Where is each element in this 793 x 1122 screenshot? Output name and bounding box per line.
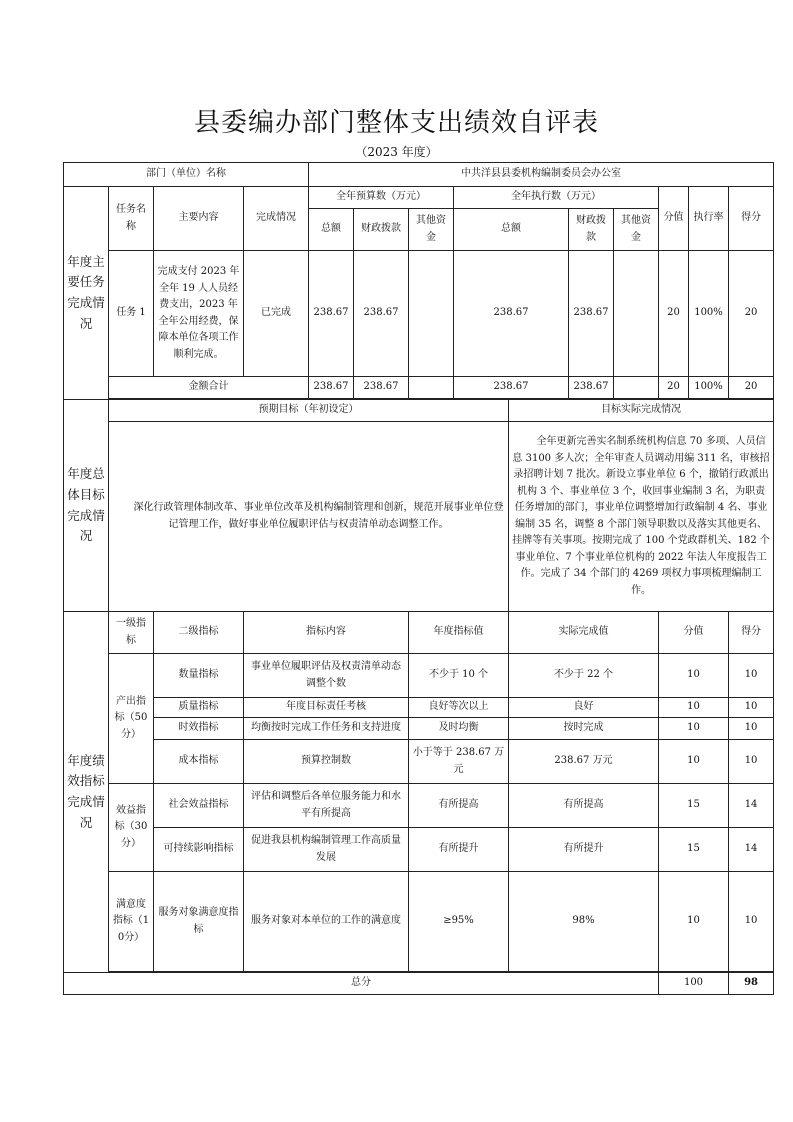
- task-content: 完成支付 2023 年全年 19 人人员经费支出，2023 年全年公用经费，保障本单位各项工作顺利完成。: [154, 251, 244, 377]
- kpi-actual: 良好: [509, 698, 659, 718]
- kpi-score: 10: [729, 698, 774, 718]
- kpi-target: 有所提高: [409, 784, 509, 828]
- kpi-target: 小于等于 238.67 万元: [409, 740, 509, 784]
- kpi-score-value: 10: [659, 718, 729, 740]
- header-exec-fiscal: 财政拨款: [569, 209, 614, 251]
- total-score-value: 100: [659, 973, 729, 995]
- header-status: 完成情况: [244, 187, 309, 251]
- dept-name: 中共洋县县委机构编制委员会办公室: [309, 163, 774, 187]
- kpi-score: 10: [729, 654, 774, 698]
- header-kpi-score-value: 分值: [659, 612, 729, 654]
- sum-label: 金额合计: [109, 377, 309, 399]
- header-exec-rate: 执行率: [689, 187, 729, 251]
- header-budget-total: 总额: [309, 209, 354, 251]
- kpi-actual: 按时完成: [509, 718, 659, 740]
- kpi-target: ≥95%: [409, 872, 509, 972]
- task-exec-total: 238.67: [454, 251, 569, 377]
- header-target: 年度指标值: [409, 612, 509, 654]
- sum-budget-total: 238.67: [309, 377, 354, 399]
- header-exec-other: 其他资金: [614, 209, 659, 251]
- kpi-target: 及时均衡: [409, 718, 509, 740]
- kpi-content: 年度目标责任考核: [244, 698, 409, 718]
- kpi-content: 服务对象对本单位的工作的满意度: [244, 872, 409, 972]
- total-score: 98: [729, 973, 774, 995]
- kpi-actual: 有所提高: [509, 784, 659, 828]
- actual-goal-header: 目标实际完成情况: [509, 400, 774, 422]
- task-exec-fiscal: 238.67: [569, 251, 614, 377]
- sum-exec-fiscal: 238.67: [569, 377, 614, 399]
- document-title: 县委编办部门整体支出绩效自评表: [193, 108, 599, 138]
- expected-goal-header: 预期目标（年初设定）: [109, 400, 509, 422]
- kpi-target: 不少于 10 个: [409, 654, 509, 698]
- expected-goal-text: 深化行政管理体制改革、事业单位改革及机构编制管理和创新，规范开展事业单位登记管理工作，做好事业单位履职评估与权责清单动态调整工作。: [109, 422, 509, 612]
- header-level2: 二级指标: [154, 612, 244, 654]
- group-benefit: 效益指标（30分）: [109, 784, 154, 872]
- dept-label: 部门（单位）名称: [64, 163, 309, 187]
- total-label: 总分: [64, 973, 659, 995]
- kpi-score: 14: [729, 828, 774, 872]
- sum-score-value: 20: [659, 377, 689, 399]
- kpi-actual: 238.67 万元: [509, 740, 659, 784]
- kpi-level2: 时效指标: [154, 718, 244, 740]
- sum-exec-total: 238.67: [454, 377, 569, 399]
- header-level1: 一级指标: [109, 612, 154, 654]
- sum-exec-rate: 100%: [689, 377, 729, 399]
- kpi-actual: 不少于 22 个: [509, 654, 659, 698]
- header-main-content: 主要内容: [154, 187, 244, 251]
- task-score: 20: [729, 251, 774, 377]
- header-kpi-score: 得分: [729, 612, 774, 654]
- kpi-actual: 98%: [509, 872, 659, 972]
- kpi-content: 事业单位履职评估及权责清单动态调整个数: [244, 654, 409, 698]
- sum-exec-other: [614, 377, 659, 399]
- kpi-content: 促进我县机构编制管理工作高质量发展: [244, 828, 409, 872]
- kpi-target: 有所提升: [409, 828, 509, 872]
- task-status: 已完成: [244, 251, 309, 377]
- task-name: 任务 1: [109, 251, 154, 377]
- document-subtitle: （2023 年度）: [355, 145, 438, 159]
- task-budget-fiscal: 238.67: [354, 251, 409, 377]
- section3-label: 年度绩效指标完成情况: [64, 612, 109, 973]
- task-budget-total: 238.67: [309, 251, 354, 377]
- sum-score: 20: [729, 377, 774, 399]
- kpi-score-value: 10: [659, 698, 729, 718]
- kpi-score-value: 10: [659, 872, 729, 972]
- kpi-level2: 服务对象满意度指标: [154, 872, 244, 972]
- evaluation-table: [63, 162, 774, 995]
- header-score: 得分: [729, 187, 774, 251]
- kpi-actual: 有所提升: [509, 828, 659, 872]
- header-actual: 实际完成值: [509, 612, 659, 654]
- sum-budget-other: [409, 377, 454, 399]
- kpi-score: 10: [729, 740, 774, 784]
- group-output: 产出指标（50分）: [109, 654, 154, 784]
- sum-budget-fiscal: 238.67: [354, 377, 409, 399]
- kpi-score: 10: [729, 718, 774, 740]
- kpi-score-value: 15: [659, 828, 729, 872]
- header-task-name: 任务名称: [109, 187, 154, 251]
- header-budget-group: 全年预算数（万元）: [309, 187, 454, 209]
- header-score-value: 分值: [659, 187, 689, 251]
- kpi-score-value: 10: [659, 654, 729, 698]
- kpi-score-value: 15: [659, 784, 729, 828]
- group-satisfaction: 满意度指标（10分）: [109, 872, 154, 972]
- kpi-level2: 社会效益指标: [154, 784, 244, 828]
- kpi-content: 均衡按时完成工作任务和支持进度: [244, 718, 409, 740]
- kpi-level2: 质量指标: [154, 698, 244, 718]
- kpi-content: 预算控制数: [244, 740, 409, 784]
- kpi-target: 良好等次以上: [409, 698, 509, 718]
- header-budget-fiscal: 财政拨款: [354, 209, 409, 251]
- kpi-level2: 数量指标: [154, 654, 244, 698]
- actual-goal-text: 全年更新完善实名制系统机构信息 70 多项、人员信息 3100 多人次；全年审查人员调动用编 311 名，审核招录招聘计划 7 批次。新设立事业单位 6 个，撤销行政派出机构 3 个、事业单位 3 个，收回事业编制 3 名，为职责任务增加的部门，事业单位调整增加行政编制 4 名、事业编制 35 名，调整 8 个部门领导职数以及落实其他更名、挂牌等有关事项。按期完成了 100 个党政群机关、182 个事业单位、7 个事业单位机构的 2022 年法人年度报告工作。完成了 34 个部门的 4269 项权力事项梳理编制工作。: [509, 422, 774, 612]
- header-exec-group: 全年执行数（万元）: [454, 187, 659, 209]
- header-budget-other: 其他资金: [409, 209, 454, 251]
- header-exec-total: 总额: [454, 209, 569, 251]
- task-score-value: 20: [659, 251, 689, 377]
- kpi-content: 评估和调整后各单位服务能力和水平有所提高: [244, 784, 409, 828]
- task-budget-other: [409, 251, 454, 377]
- header-indicator-content: 指标内容: [244, 612, 409, 654]
- kpi-score-value: 10: [659, 740, 729, 784]
- kpi-level2: 可持续影响指标: [154, 828, 244, 872]
- section2-label: 年度总体目标完成情况: [64, 400, 109, 612]
- kpi-score: 10: [729, 872, 774, 972]
- task-exec-rate: 100%: [689, 251, 729, 377]
- section1-label: 年度主要任务完成情况: [64, 187, 109, 400]
- task-exec-other: [614, 251, 659, 377]
- kpi-score: 14: [729, 784, 774, 828]
- kpi-level2: 成本指标: [154, 740, 244, 784]
